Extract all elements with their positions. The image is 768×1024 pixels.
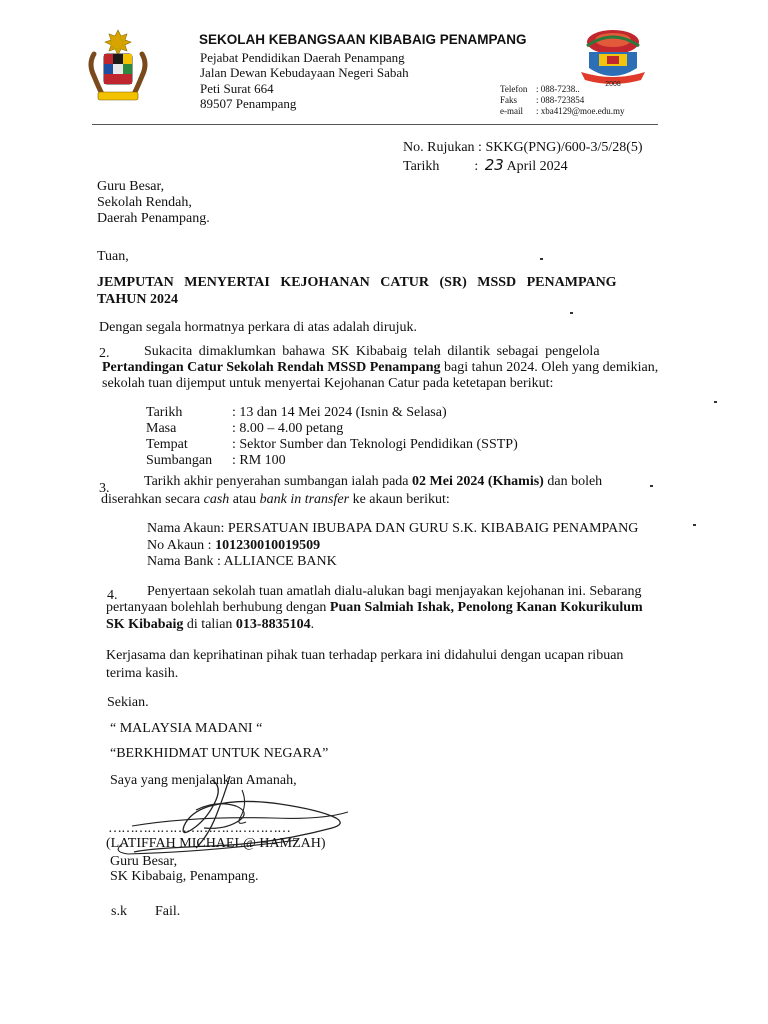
para2-number: 2. [99,346,110,361]
detail-label: Masa [146,421,177,436]
header-divider [92,124,658,125]
para3-line-2 [101,491,450,508]
para3-number: 3. [99,481,110,496]
school-logo-text: 2008 [605,81,621,88]
para4-line-1: Penyertaan sekolah tuan amatlah dialu-alukan bagi menjayakan kejohanan ini. Sebarang [147,584,642,599]
address-line-1: Pejabat Pendidikan Daerah Penampang [200,50,405,65]
detail-value: : 13 dan 14 Mei 2024 (Isnin & Selasa) [232,405,447,420]
telefon-value: : 088-7238.. [536,84,580,94]
recipient-line-3: Daerah Penampang. [97,211,210,226]
detail-row-tempat [146,437,518,453]
detail-value: : RM 100 [232,453,286,468]
closing-line-1: Kerjasama dan keprihatinan pihak tuan terhadap perkara ini didahului dengan ucapan ribuan [106,648,624,663]
signatory-name: (LATIFFAH MICHAEL@ HAMZAH) [106,836,326,851]
scan-speck [693,524,696,526]
detail-label: Tarikh [146,405,183,420]
malaysia-coat-of-arms-icon [84,28,152,104]
para3-text-d: atau [229,492,260,507]
bank-account-name: Nama Akaun: PERSATUAN IBUBAPA DAN GURU S.K. KIBABAIG PENAMPANG [147,521,639,536]
school-name: SEKOLAH KEBANGSAAN KIBABAIG PENAMPANG [199,32,527,47]
subject-line-2: TAHUN 2024 [97,292,179,307]
email-value: : xba4129@moe.edu.my [536,106,625,116]
signature-dotted-line: …………………………………… [108,821,290,836]
para4-text-b: di talian [183,617,236,632]
para3-cash: cash [203,492,230,507]
opening-sentence: Dengan segala hormatnya perkara di atas adalah dirujuk. [99,320,417,335]
reference-number: No. Rujukan : SKKG(PNG)/600-3/5/28(5) [403,140,643,155]
detail-row-masa [146,421,343,437]
para4-number: 4. [107,588,118,603]
signatory-school: SK Kibabaig, Penampang. [110,869,259,884]
motto-malaysia-madani: “ MALAYSIA MADANI “ [110,721,263,736]
telefon-label: Telefon [500,84,528,94]
detail-row-tarikh [146,405,447,421]
account-number-value: 101230010019509 [215,538,321,553]
subject-line-1: JEMPUTAN MENYERTAI KEJOHANAN CATUR (SR) MSSD PENAMPANG [97,275,617,290]
detail-value: : 8.00 – 4.00 petang [232,421,344,436]
para4-contact-person: Puan Salmiah Ishak, Penolong Kanan Kokurikulum [329,600,643,615]
para4-phone: 013-8835104 [235,617,311,632]
cc-label: s.k [111,904,127,919]
date-colon: : [474,159,479,174]
recipient-line-2: Sekolah Rendah, [97,195,192,210]
para2-line-2 [102,359,658,376]
para3-text-a: Tarikh akhir penyerahan sumbangan ialah pada [144,474,413,489]
address-line-4: 89507 Penampang [200,96,297,111]
amanah-line: Saya yang menjalankan Amanah, [110,773,297,788]
date-month-year: April 2024 [506,159,568,174]
account-number-label: No Akaun : [147,538,216,553]
signatory-title: Guru Besar, [110,854,178,869]
para3-bank-transfer: bank in transfer [259,492,350,507]
contact-block [500,84,625,117]
bank-name: Nama Bank : ALLIANCE BANK [147,554,337,569]
scan-speck [540,258,543,260]
para3-line-1 [144,473,602,490]
para4-text-c: . [310,617,315,632]
detail-row-sumbangan [146,453,286,469]
faks-value: : 088-723854 [536,95,585,105]
reference-date [403,157,568,175]
para3-text-b: dan boleh [543,474,603,489]
para2-line-1: Sukacita dimaklumkan bahawa SK Kibabaig telah dilantik sebagai pengelola [144,344,600,359]
closing-line-2: terima kasih. [106,666,179,681]
para3-text-c: diserahkan secara [101,492,204,507]
para4-line-2 [106,599,643,616]
address-line-3: Peti Surat 664 [200,81,274,96]
address-line-2: Jalan Dewan Kebudayaan Negeri Sabah [200,65,409,80]
bank-account-number [147,537,320,554]
motto-berkhidmat: “BERKHIDMAT UNTUK NEGARA” [110,746,329,761]
para2-line-2-rest: bagi tahun 2024. Oleh yang demikian, [440,360,659,375]
scan-speck [570,312,573,314]
faks-label: Faks [500,95,518,105]
para4-school: SK Kibabaig [106,617,184,632]
detail-label: Tempat [146,437,188,452]
scan-speck [650,485,653,487]
para4-text-a: pertanyaan bolehlah berhubung dengan [106,600,330,615]
email-label: e-mail [500,106,523,116]
para2-competition-name: Pertandingan Catur Sekolah Rendah MSSD Penampang [102,360,441,375]
detail-label: Sumbangan [146,453,213,468]
scan-speck [714,401,717,403]
date-day-handwritten: 23 [484,156,504,174]
para3-text-e: ke akaun berikut: [349,492,450,507]
cc-value: Fail. [155,904,181,919]
date-label: Tarikh [403,159,440,174]
para4-line-3 [106,616,314,633]
salutation: Tuan, [97,249,129,264]
detail-value: : Sektor Sumber dan Teknologi Pendidikan (SSTP) [232,437,518,452]
para2-line-3: sekolah tuan dijemput untuk menyertai Kejohanan Catur pada ketetapan berikut: [102,376,554,391]
para3-deadline: 02 Mei 2024 (Khamis) [412,474,544,489]
recipient-line-1: Guru Besar, [97,179,165,194]
sekian: Sekian. [107,695,149,710]
